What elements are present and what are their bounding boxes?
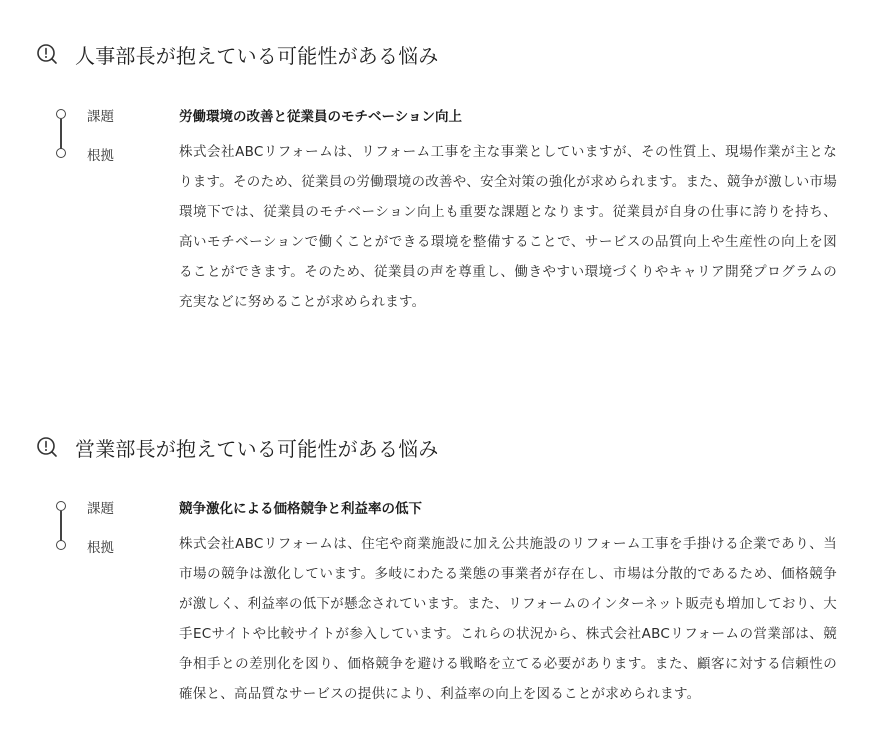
section-header — [36, 39, 439, 69]
issue-text: 労働環境の改善と従業員のモチベーション向上 — [179, 109, 462, 125]
timeline-line — [60, 119, 62, 150]
timeline-dot-basis — [56, 540, 66, 550]
section-header — [36, 432, 439, 462]
timeline-dot-issue — [56, 501, 66, 511]
lightbulb-question-icon — [36, 43, 58, 65]
issue-label: 課題 — [87, 109, 114, 125]
lightbulb-question-icon — [36, 436, 58, 458]
basis-label: 根拠 — [87, 540, 114, 556]
timeline-dot-basis — [56, 148, 66, 158]
section-title: 営業部長が抱えている可能性がある悩み — [75, 436, 439, 461]
issue-label: 課題 — [87, 501, 114, 517]
timeline-dot-issue — [56, 109, 66, 119]
basis-text: 株式会社ABCリフォームは、リフォーム工事を主な事業としていますが、その性質上、現場作業が主となります。そのため、従業員の労働環境の改善や、安全対策の強化が求められます。また、競争が激しい市場環境下では、従業員のモチベーション向上も重要な課題となります。従業員が自身の仕事に誇りを持ち、高いモチベーションで働くことができる環境を整備することで、サービスの品質向上や生産性の向上を図ることができます。そのため、従業員の声を尊重し、働きやすい環境づくりやキャリア開発プログラムの充実などに努めることが求められます。 — [179, 144, 837, 310]
basis-text: 株式会社ABCリフォームは、住宅や商業施設に加え公共施設のリフォーム工事を手掛ける企業であり、当市場の競争は激化しています。多岐にわたる業態の事業者が存在し、市場は分散的であるため、価格競争が激しく、利益率の低下が懸念されています。また、リフォームのインターネット販売も増加しており、大手ECサイトや比較サイトが参入しています。これらの状況から、株式会社ABCリフォームの営業部は、競争相手との差別化を図り、価格競争を避ける戦略を立てる必要があります。また、顧客に対する信頼性の確保と、高品質なサービスの提供により、利益率の向上を図ることが求められます。 — [179, 536, 837, 702]
timeline-line — [60, 511, 62, 542]
issue-text: 競争激化による価格競争と利益率の低下 — [179, 501, 422, 517]
basis-label: 根拠 — [87, 148, 114, 164]
section-title: 人事部長が抱えている可能性がある悩み — [75, 43, 439, 68]
